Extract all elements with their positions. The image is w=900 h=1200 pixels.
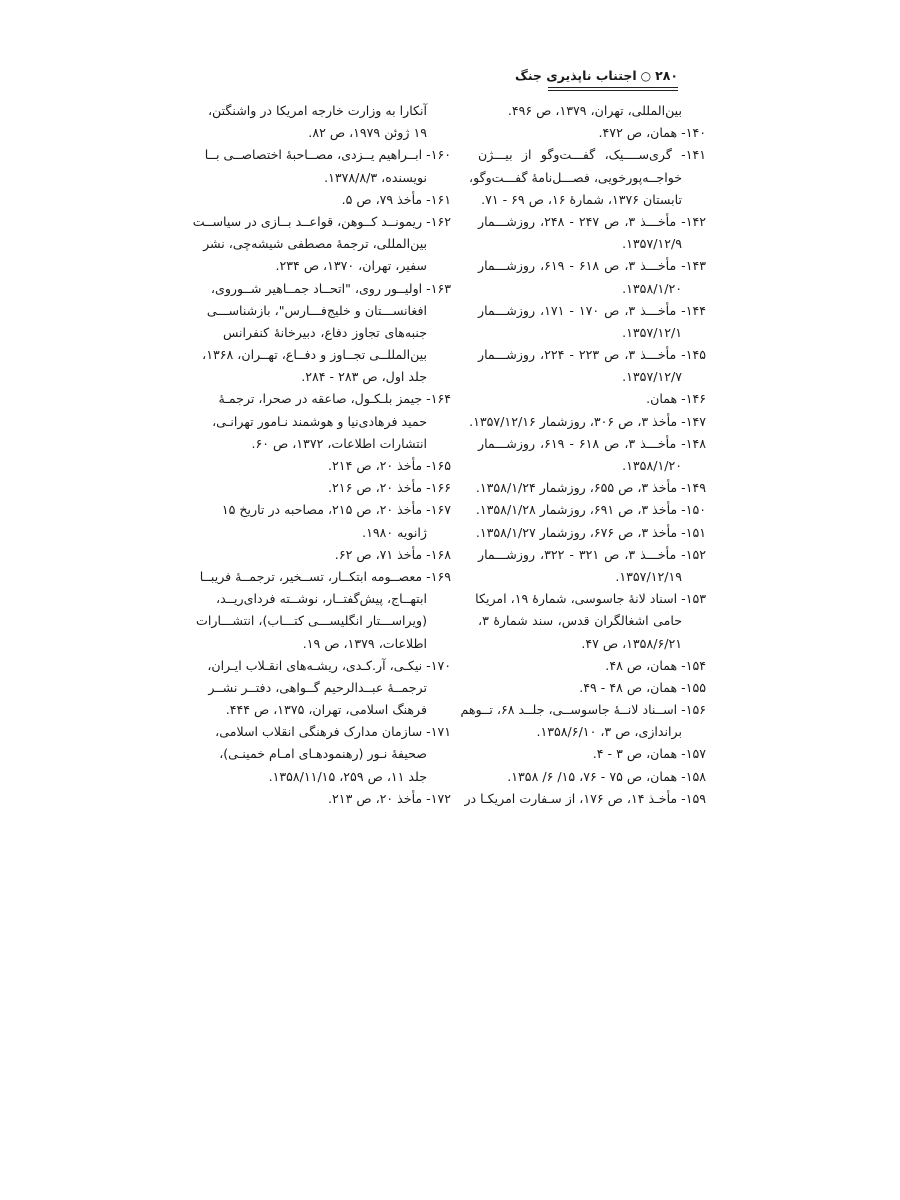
note-line [223,633,451,655]
note-text: ۱۵۸- همان، ص ۷۵ - ۷۶، ۱۵/ ۶/ ۱۳۵۸. [507,768,706,784]
note-text: ۱۷۰- نیکـی، آر.کـدی، ریشـه‌های انقـلاب ایـران، [207,657,451,673]
note-text: ۱۴۹- مأخذ ۳، ص ۶۵۵، روزشمار ۱۳۵۸/۱/۲۴. [475,480,706,496]
note-text: ۱۳۵۸/۶/۲۱، ص ۴۷. [581,635,682,651]
note-text: صحیفهٔ نـور (رهنمودهـای امـام خمینـی)، [219,746,427,762]
note-line [464,788,706,810]
note-line [478,233,706,255]
note-line [207,655,451,677]
note-text: ۱۵۵- همان، ص ۴۸ - ۴۹. [579,679,706,695]
note-line [478,366,706,388]
note-line [475,588,706,610]
note-text: ۱۶۱- مأخذ ۷۹، ص ۵. [341,191,451,207]
note-text: ۱۵۶- اســناد لانــهٔ جاسوســی، جلــد ۶۸، تــوهم [460,702,706,718]
note-line [475,477,706,499]
note-text: ۱۵۴- همان، ص ۴۸. [605,657,706,673]
note-text: ۱۶۲- ریمونــد کــوهن، قواعــد بــازی در سیاســت [192,213,451,229]
note-line [192,211,451,233]
note-line [223,366,451,388]
note-line [478,344,706,366]
note-line [478,278,706,300]
note-text: ۱۵۲- مأخـــذ ۳، ص ۳۲۱ - ۳۲۲، روزشـــمار [478,546,707,562]
note-text: افغانســـتان و خلیج‌فـــارس"، بازشناســـی [206,302,427,318]
note-text: اطلاعات، ۱۳۷۹، ص ۱۹. [302,635,427,651]
note-line [207,100,451,122]
note-text: ژانویه ۱۹۸۰. [362,524,427,540]
note-text: ۱۴۰- همان، ص ۴۷۲. [598,125,706,141]
note-text: ۱۶۴- جیمز بلـکـول، صاعقه در صحرا، ترجمـهٔ [218,391,451,407]
note-text: ۱۶۹- معصــومه ابتکــار، تســخیر، ترجمــهٔ فریبــا [199,568,451,584]
running-title: اجتناب ناپذیری جنگ [515,68,637,83]
note-text: ۱۳۵۸/۱/۲۰. [622,458,682,473]
note-line [469,167,706,189]
page-number: ۲۸۰ [655,68,678,83]
note-line [478,122,706,144]
note-line [219,743,451,765]
note-line [478,100,706,122]
note-line [199,566,451,588]
note-text: ۱۴۳- مأخـــذ ۳، ص ۶۱۸ - ۶۱۹، روزشـــمار [478,258,707,274]
note-line [478,766,706,788]
note-text: حمید فرهادی‌نیا و هوشمند نـامور تهرانـی، [212,413,427,429]
note-line [210,278,451,300]
note-text: بین‌المللــی تجــاوز و دفــاع، تهــران، ۱۳۶۸، [202,347,427,363]
note-line [203,233,451,255]
note-line [469,411,706,433]
note-line [223,322,451,344]
note-line [223,455,451,477]
note-text: ۱۳۵۷/۱۲/۹. [622,236,682,252]
note-text: ۱۶۸- مأخذ ۷۱، ص ۶۲. [334,546,451,562]
note-text: جنبه‌های تجاوز دفاع، دبیرخانهٔ کنفرانس [223,324,427,340]
note-line [223,433,451,455]
note-line [223,122,451,144]
note-text: سفیر، تهران، ۱۳۷۰، ص ۲۳۴. [275,258,427,274]
note-text: ۱۵۷- همان، ص ۳ - ۴. [592,746,706,762]
note-text: ۱۳۵۷/۱۲/۱. [622,324,682,340]
note-line [223,544,451,566]
note-line [478,633,706,655]
header-rule-double [548,90,678,91]
note-line [478,610,706,632]
note-text: ۱۶۰- ابــراهیم یــزدی، مصــاحبهٔ اختصاصــی بــا [204,147,451,163]
note-line [202,344,451,366]
note-line [460,699,706,721]
note-line [216,588,451,610]
note-text: ۱۳۵۸/۱/۲۰. [622,280,682,296]
note-line [478,655,706,677]
note-text: ۱۴۱- گری‌ســــیک، گفـــت‌وگو از بیـــژن [478,147,706,163]
note-text: بین‌المللی، تهران، ۱۳۷۹، ص ۴۹۶. [507,103,682,118]
note-text: ۱۳۵۷/۱۲/۱۹. [615,568,682,584]
separator-circle-icon: ○ [640,68,652,83]
note-text: ۱۴۴- مأخـــذ ۳، ص ۱۷۰ - ۱۷۱، روزشـــمار [478,302,707,318]
note-text: ۱۷۱- سازمان مدارک فرهنگی انقلاب اسلامی، [215,724,451,740]
note-line [196,610,451,632]
note-text: انتشارات اطلاعات، ۱۳۷۲، ص ۶۰. [251,435,427,451]
note-line [478,677,706,699]
note-text: خواجــه‌پورخویی، فصـــل‌نامهٔ گفـــت‌وگو، [469,169,682,185]
note-text: حامی اشغالگران قدس، سند شمارهٔ ۳، [478,613,682,629]
notes-column-left [192,100,451,810]
note-text: ۱۵۰- مأخذ ۳، ص ۶۹۱، روزشمار ۱۳۵۸/۱/۲۸. [475,502,706,518]
note-text: ۱۵۹- مأخـذ ۱۴، ص ۱۷۶، از سـفارت امریکـا در [464,790,706,806]
note-line [478,211,706,233]
note-text: ۱۵۱- مأخذ ۳، ص ۶۷۶، روزشمار ۱۳۵۸/۱/۲۷. [475,524,706,540]
note-text: ترجمــهٔ عبــدالرحیم گــواهی، دفتــر نشــر [208,679,427,695]
note-line [478,255,706,277]
note-line [475,499,706,521]
note-line [478,189,706,211]
note-text: (ویراســـتار انگلیســـی کتـــاب)، انتشـــارات [196,613,427,629]
note-text: ۱۴۶- همان. [646,391,706,407]
note-line [478,300,706,322]
note-line [478,566,706,588]
note-text: جلد اول، ص ۲۸۳ - ۲۸۴. [301,369,427,385]
note-text: ۱۶۵- مأخذ ۲۰، ص ۲۱۴. [328,458,451,473]
note-text: جلد ۱۱، ص ۲۵۹، ۱۳۵۸/۱۱/۱۵. [268,768,427,784]
note-line [223,699,451,721]
note-text: ۱۴۷- مأخذ ۳، ص ۳۰۶، روزشمار ۱۳۵۷/۱۲/۱۶. [469,413,706,429]
note-line [223,499,451,521]
note-line [223,477,451,499]
note-line [475,522,706,544]
note-line [478,388,706,410]
note-line [478,322,706,344]
note-line [478,721,706,743]
note-text: ۱۶۶- مأخذ ۲۰، ص ۲۱۶. [328,480,451,496]
note-line [478,544,706,566]
note-text: ۱۴۲- مأخـــذ ۳، ص ۲۴۷ - ۲۴۸، روزشـــمار [478,213,707,229]
header-rule [548,87,678,88]
note-line [223,522,451,544]
note-text: براندازی، ص ۳، ۱۳۵۸/۶/۱۰. [536,724,682,740]
note-line [223,788,451,810]
note-line [215,721,451,743]
note-line [212,411,451,433]
note-text: ابتهــاج، پیش‌گفتــار، نوشــته فردای‌ریــد، [216,591,427,607]
note-line [478,743,706,765]
note-line [223,255,451,277]
note-line [223,189,451,211]
note-text: ۱۴۵- مأخـــذ ۳، ص ۲۲۳ - ۲۲۴، روزشـــمار [478,347,707,363]
note-text: ۱۶۳- اولیــور روی، "اتحــاد جمــاهیر شــوروی، [210,280,451,296]
note-text: ۱۷۲- مأخذ ۲۰، ص ۲۱۳. [328,790,451,806]
note-text: فرهنگ اسلامی، تهران، ۱۳۷۵، ص ۴۴۴. [225,702,427,718]
note-text: نویسنده، ۱۳۷۸/۸/۳. [324,169,427,185]
note-text: ۱۴۸- مأخـــذ ۳، ص ۶۱۸ - ۶۱۹، روزشـــمار [478,435,707,451]
note-text: تابستان ۱۳۷۶، شمارهٔ ۱۶، ص ۶۹ - ۷۱. [481,191,682,207]
note-line [478,455,706,477]
note-line [206,300,451,322]
note-line [478,433,706,455]
note-text: ۱۶۷- مأخذ ۲۰، ص ۲۱۵، مصاحبه در تاریخ ۱۵ [221,502,451,518]
notes-column-right [460,100,707,810]
note-text: ۱۵۳- اسناد لانهٔ جاسوسی، شمارهٔ ۱۹، امریکا [475,591,706,607]
note-line [208,677,451,699]
note-line [204,144,451,166]
note-text: بین‌المللی، ترجمهٔ مصطفی شیشه‌چی، نشر [203,236,427,252]
note-text: آنکارا به وزارت خارجه امریکا در واشنگتن، [207,103,427,118]
running-header [515,68,678,94]
note-text: ۱۳۵۷/۱۲/۷. [622,369,682,385]
note-text: ۱۹ ژوئن ۱۹۷۹، ص ۸۲. [308,125,427,141]
note-line [478,144,706,166]
note-line [223,766,451,788]
note-line [223,167,451,189]
note-line [218,388,451,410]
